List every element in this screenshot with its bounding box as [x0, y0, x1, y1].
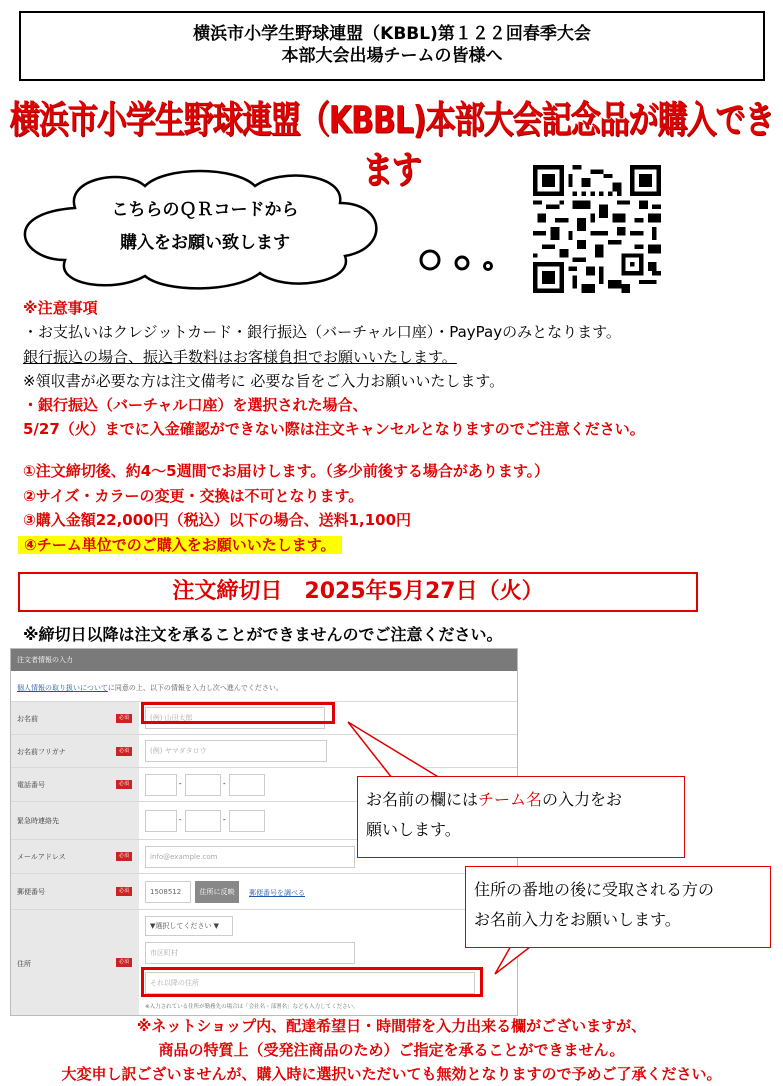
name-label: お名前 — [17, 714, 38, 723]
dash: - — [223, 780, 226, 788]
required-badge: 必須 — [116, 887, 132, 896]
callout-address — [465, 866, 771, 948]
emergency-label: 緊急時連絡先 — [17, 817, 59, 825]
phone-input-2[interactable] — [185, 774, 221, 796]
row-zip — [11, 873, 517, 910]
zip-apply-button[interactable]: 住所に反映 — [195, 881, 239, 903]
emergency-input-2[interactable] — [185, 810, 221, 832]
cloud-line2: 購入をお願い致します — [120, 233, 290, 253]
required-badge: 必須 — [116, 780, 132, 789]
footer-line1: ※ネットショップ内、配達希望日・時間帯を入力出来る欄がございますが、 — [136, 1017, 647, 1035]
callout-name-red: チーム名 — [478, 790, 543, 809]
point-team-wrap — [18, 533, 342, 557]
callout-name-pre: お名前の欄には — [366, 790, 479, 809]
email-label: メールアドレス — [17, 853, 66, 861]
callout-address-line2: お名前入力をお願いします。 — [474, 910, 681, 929]
point-shipping: ③購入金額22,000円（税込）以下の場合、送料1,100円 — [23, 511, 412, 529]
address-label: 住所 — [17, 960, 31, 968]
callout-name-line2: 願いします。 — [366, 820, 461, 839]
privacy-link[interactable]: 個人情報の取り扱いについて — [17, 684, 108, 692]
header-box — [19, 11, 765, 81]
city-input[interactable]: 市区町村 — [145, 942, 355, 964]
header-line2: 本部大会出場チームの皆様へ — [281, 46, 503, 66]
footer-notes — [0, 1014, 783, 1086]
email-input[interactable]: info@example.com — [145, 846, 355, 868]
required-badge: 必須 — [116, 852, 132, 861]
point-delivery: ①注文締切後、約4～5週間でお届けします。（多少前後する場合があります。） — [23, 462, 550, 480]
name-input[interactable]: (例) 山田太郎 — [145, 707, 325, 729]
required-badge: 必須 — [116, 958, 132, 967]
cloud-line1: こちらのＱＲコードから — [111, 200, 299, 220]
footer-line2: 商品の特質上（受発注商品のため）ご指定を承ることができません。 — [158, 1041, 625, 1059]
callout-address-line1: 住所の番地の後に受取される方の — [474, 880, 715, 899]
header-line1: 横浜市小学生野球連盟（KBBL)第１２２回春季大会 — [193, 24, 591, 44]
zip-input[interactable]: 1508512 — [145, 881, 191, 903]
zip-label: 郵便番号 — [17, 888, 45, 896]
note-cancel: 5/27（火）までに入金確認ができない際は注文キャンセルとなりますのでご注意ください。 — [23, 420, 645, 438]
deadline-note: ※締切日以降は注文を承ることができませんのでご注意ください。 — [23, 625, 503, 644]
qr-code-icon[interactable] — [533, 165, 661, 293]
note-payment: ・お支払いはクレジットカード・銀行振込（バーチャル口座）・PayPayのみとなります。 — [23, 323, 621, 341]
name-highlight-box — [141, 702, 335, 724]
point-no-exchange: ②サイズ・カラーの変更・交換は不可となります。 — [23, 487, 364, 505]
kana-label: お名前フリガナ — [17, 747, 66, 756]
required-badge: 必須 — [116, 747, 132, 756]
kana-input[interactable]: (例) ヤマダタロウ — [145, 740, 327, 762]
notes-title: ※注意事項 — [23, 299, 98, 317]
zip-lookup-link[interactable]: 郵便番号を調べる — [249, 889, 305, 897]
note-bank-transfer: ・銀行振込（バーチャル口座）を選択された場合、 — [23, 396, 368, 414]
callout-name — [357, 776, 685, 858]
row-address — [11, 909, 517, 1016]
emergency-input-1[interactable] — [145, 810, 177, 832]
cloud-text — [75, 194, 335, 260]
phone-input-3[interactable] — [229, 774, 265, 796]
form-intro — [17, 683, 283, 693]
point-team-unit: ④チーム単位でのご購入をお願いいたします。 — [18, 536, 342, 554]
note-bank-fee: 銀行振込の場合、振込手数料はお客様負担でお願いいたします。 — [23, 348, 457, 366]
address-rest-input[interactable]: それ以降の住所 — [145, 972, 475, 994]
dash: - — [179, 816, 182, 824]
dash: - — [179, 780, 182, 788]
callout-name-post: の入力をお — [542, 790, 623, 809]
address-note: ※入力されている住所が勤務先の場合は「会社名・部署名」なども入力してください。 — [145, 1004, 359, 1010]
deadline-box: 注文締切日 2025年5月27日（火） — [18, 572, 698, 612]
dash: - — [223, 816, 226, 824]
thought-dots-icon — [415, 248, 505, 278]
phone-input-1[interactable] — [145, 774, 177, 796]
address-highlight-box — [141, 967, 483, 997]
prefecture-select[interactable]: ▼選択してください ▼ — [145, 916, 233, 936]
required-badge: 必須 — [116, 714, 132, 723]
note-receipt: ※領収書が必要な方は注文備考に 必要な旨をご入力お願いいたします。 — [23, 372, 505, 390]
form-header: 注文者情報の入力 — [11, 649, 517, 671]
phone-label: 電話番号 — [17, 781, 45, 789]
headline: 横浜市小学生野球連盟（KBBL)本部大会記念品が購入できます — [9, 98, 774, 193]
form-intro-text: に同意の上、以下の情報を入力し次へ進んでください。 — [107, 684, 283, 692]
footer-line3: 大変申し訳ございませんが、購入時に選択いただいても無効となりますので予めご了承ください。 — [61, 1065, 722, 1083]
emergency-input-3[interactable] — [229, 810, 265, 832]
